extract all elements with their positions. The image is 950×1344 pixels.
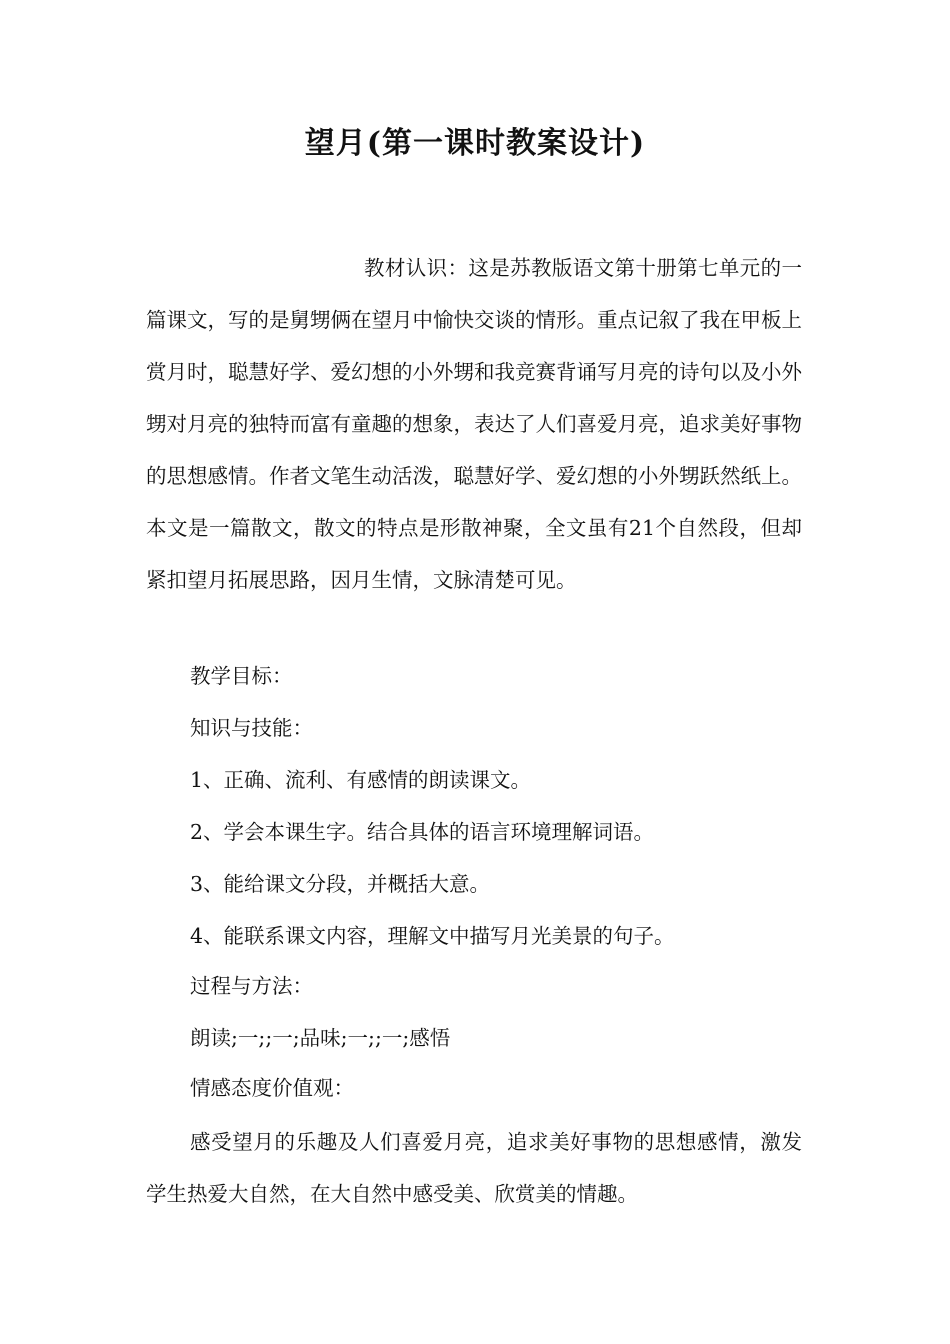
knowledge-item: 1、正确、流利、有感情的朗读课文。 (190, 768, 532, 792)
goals-heading: 教学目标： (190, 664, 293, 688)
emotion-heading: 情感态度价值观： (190, 1076, 354, 1100)
knowledge-heading: 知识与技能： (190, 716, 313, 740)
knowledge-item: 4、能联系课文内容，理解文中描写月光美景的句子。 (190, 924, 675, 948)
process-text: 朗读;一;;一;品味;一;;一;感悟 (190, 1026, 451, 1050)
intro-paragraph: 教材认识：这是苏教版语文第十册第七单元的一篇课文，写的是舅甥俩在望月中愉快交谈的情形。重点记叙了我在甲板上赏月时，聪慧好学、爱幻想的小外甥和我竞赛背诵写月亮的诗句以及小外甥对月亮的独特而富有童趣的想象，表达了人们喜爱月亮，追求美好事物的思想感情。作者文笔生动活泼，聪慧好学、爱幻想的小外甥跃然纸上。本文是一篇散文，散文的特点是形散神聚，全文虽有21个自然段，但却紧扣望月拓展思路，因月生情，文脉清楚可见。 (146, 256, 802, 592)
knowledge-item: 3、能给课文分段，并概括大意。 (190, 872, 491, 896)
knowledge-item: 2、学会本课生字。结合具体的语言环境理解词语。 (190, 820, 655, 844)
document-title: 望月(第一课时教案设计) (304, 126, 646, 161)
process-heading: 过程与方法： (190, 974, 313, 998)
emotion-paragraph: 感受望月的乐趣及人们喜爱月亮，追求美好事物的思想感情，激发学生热爱大自然，在大自然中感受美、欣赏美的情趣。 (146, 1130, 802, 1206)
